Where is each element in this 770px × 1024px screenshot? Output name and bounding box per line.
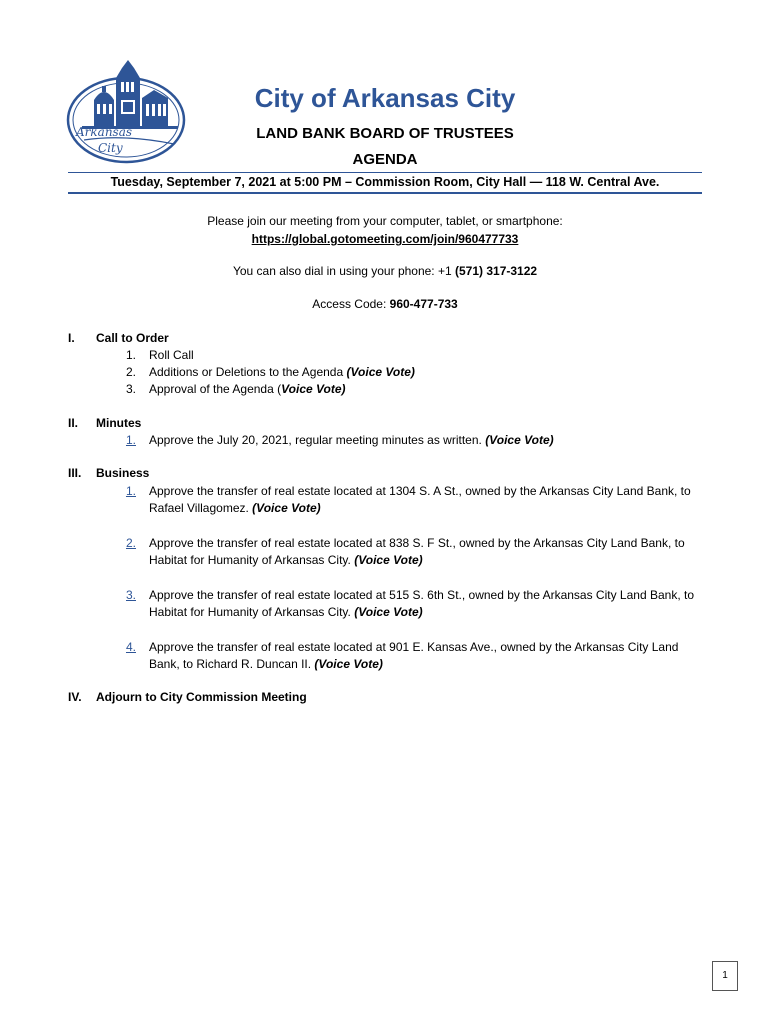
item-roll-call: Roll Call <box>149 348 194 362</box>
item-number-link[interactable]: 1. <box>125 433 136 447</box>
dial-in-line <box>80 264 690 278</box>
item-number-link[interactable]: 2. <box>125 536 136 550</box>
item-number-link[interactable]: 4. <box>125 640 136 654</box>
item-transfer-838-s-f-st: Approve the transfer of real estate located at 838 S. F St., owned by the Arkansas City Land Bank, to Habitat for Humanity of Arkansas City. (Voice Vote) <box>149 536 685 567</box>
logo-lettering-arkansas: Arkansas <box>76 125 133 139</box>
section-number: I. <box>68 331 75 345</box>
city-logo <box>64 60 188 166</box>
item-additions-deletions: Additions or Deletions to the Agenda (Voice Vote) <box>149 365 415 379</box>
board-title: LAND BANK BOARD OF TRUSTEES <box>256 125 514 142</box>
item-number-link[interactable]: 3. <box>125 588 136 602</box>
access-code-value: 960-477-733 <box>389 297 458 311</box>
item-number: 2. <box>125 365 136 379</box>
meeting-date-location: Tuesday, September 7, 2021 at 5:00 PM – Commission Room, City Hall — 118 W. Central Ave. <box>110 175 660 189</box>
page-number: 1 <box>712 961 738 991</box>
join-intro: Please join our meeting from your computer, tablet, or smartphone: <box>207 214 563 228</box>
dial-in-text: You can also dial in using your phone: +1 <box>232 264 455 278</box>
section-title-business: Business <box>96 466 150 480</box>
section-title-adjourn: Adjourn to City Commission Meeting <box>96 690 307 704</box>
item-approve-minutes: Approve the July 20, 2021, regular meeting minutes as written. (Voice Vote) <box>149 433 554 447</box>
join-link-line <box>80 232 690 246</box>
section-number: II. <box>68 416 79 430</box>
item-number: 1. <box>125 348 136 362</box>
section-number: IV. <box>68 690 82 704</box>
item-number-link[interactable]: 1. <box>125 484 136 498</box>
dial-in-number: (571) 317-3122 <box>455 264 538 278</box>
item-transfer-515-s-6th-st: Approve the transfer of real estate located at 515 S. 6th St., owned by the Arkansas City Land Bank, to Habitat for Humanity of Arkansas City. (Voice Vote) <box>149 588 694 619</box>
access-code-line <box>80 297 690 311</box>
section-number: III. <box>68 466 82 480</box>
meeting-link[interactable]: https://global.gotomeeting.com/join/960477733 <box>251 232 519 246</box>
item-transfer-901-e-kansas: Approve the transfer of real estate located at 901 E. Kansas Ave., owned by the Arkansas City Land Bank, to Richard R. Duncan II. (Voice Vote) <box>149 640 679 671</box>
section-title-minutes: Minutes <box>96 416 142 430</box>
section-title-call-to-order: Call to Order <box>96 331 169 345</box>
city-title: City of Arkansas City <box>254 83 516 113</box>
header-rule-top <box>68 172 702 173</box>
logo-lettering-city: City <box>98 141 123 155</box>
header-rule-bottom <box>68 192 702 194</box>
item-number: 3. <box>125 382 136 396</box>
item-approval-agenda: Approval of the Agenda (Voice Vote) <box>149 382 346 396</box>
agenda-title: AGENDA <box>352 151 418 168</box>
item-transfer-1304-s-a-st: Approve the transfer of real estate located at 1304 S. A St., owned by the Arkansas City Land Bank, to Rafael Villagomez. (Voice Vote) <box>149 484 691 515</box>
access-code-label: Access Code: <box>312 297 390 311</box>
